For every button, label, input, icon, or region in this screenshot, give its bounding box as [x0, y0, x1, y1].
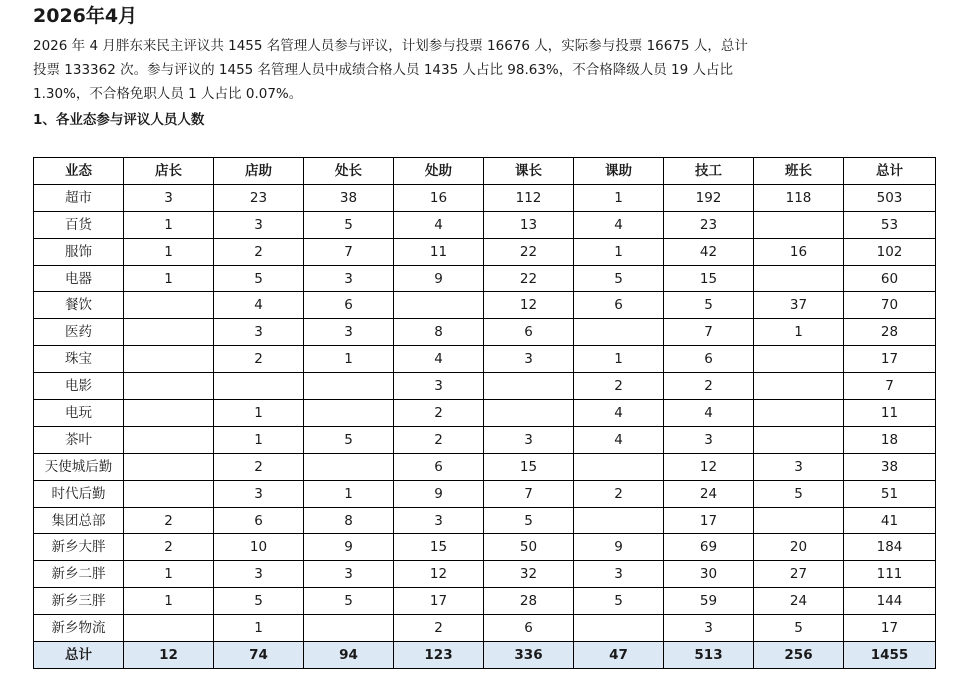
table-row [34, 265, 936, 292]
table-cell: 5 [574, 265, 664, 292]
table-cell: 23 [214, 184, 304, 211]
table-cell: 3 [394, 373, 484, 400]
table-cell: 3 [484, 346, 574, 373]
table-cell [574, 453, 664, 480]
table-cell: 69 [664, 534, 754, 561]
table-cell: 17 [664, 507, 754, 534]
table-cell: 13 [484, 211, 574, 238]
table-cell: 9 [394, 265, 484, 292]
table-cell [124, 426, 214, 453]
table-row [34, 480, 936, 507]
table-cell [124, 453, 214, 480]
row-label-cell: 天使城后勤 [34, 453, 124, 480]
table-cell: 17 [844, 615, 936, 642]
table-cell: 3 [304, 561, 394, 588]
table-row [34, 184, 936, 211]
table-cell: 27 [754, 561, 844, 588]
table-cell: 6 [304, 292, 394, 319]
table-cell: 2 [574, 373, 664, 400]
table-cell: 2 [214, 453, 304, 480]
table-cell: 15 [484, 453, 574, 480]
table-cell: 59 [664, 588, 754, 615]
column-header: 处长 [304, 158, 394, 185]
table-cell [754, 265, 844, 292]
table-cell: 5 [214, 588, 304, 615]
column-header: 班长 [754, 158, 844, 185]
table-header-row [34, 158, 936, 185]
row-label-cell: 百货 [34, 211, 124, 238]
table-cell: 5 [484, 507, 574, 534]
table-cell: 9 [304, 534, 394, 561]
table-row [34, 346, 936, 373]
table-cell: 50 [484, 534, 574, 561]
table-total-row [34, 642, 936, 669]
table-cell: 1 [574, 346, 664, 373]
row-label-cell: 茶叶 [34, 426, 124, 453]
table-cell: 17 [394, 588, 484, 615]
document-title: 2026年4月 [33, 5, 138, 27]
table-cell [484, 373, 574, 400]
table-cell: 2 [394, 615, 484, 642]
table-cell: 6 [484, 319, 574, 346]
table-cell: 3 [214, 319, 304, 346]
table-cell: 5 [754, 480, 844, 507]
table-cell: 70 [844, 292, 936, 319]
table-cell: 38 [844, 453, 936, 480]
table-row [34, 534, 936, 561]
table-cell: 2 [124, 534, 214, 561]
table-cell: 20 [754, 534, 844, 561]
table-cell: 2 [214, 346, 304, 373]
table-cell: 3 [304, 265, 394, 292]
table-cell: 503 [844, 184, 936, 211]
table-cell: 5 [664, 292, 754, 319]
table-cell: 1 [124, 265, 214, 292]
table-row [34, 238, 936, 265]
table-cell: 1 [574, 238, 664, 265]
table-row [34, 319, 936, 346]
table-cell: 1 [214, 426, 304, 453]
table-cell: 7 [484, 480, 574, 507]
table-cell [304, 373, 394, 400]
table-cell: 12 [484, 292, 574, 319]
table-cell: 1 [124, 561, 214, 588]
table-cell: 5 [304, 588, 394, 615]
table-cell [214, 373, 304, 400]
table-cell [754, 507, 844, 534]
column-header: 课助 [574, 158, 664, 185]
column-header: 课长 [484, 158, 574, 185]
table-cell: 10 [214, 534, 304, 561]
table-cell: 41 [844, 507, 936, 534]
table-cell: 6 [394, 453, 484, 480]
table-cell: 144 [844, 588, 936, 615]
table-cell [574, 507, 664, 534]
table-cell: 11 [394, 238, 484, 265]
table-cell: 3 [124, 184, 214, 211]
table-cell [304, 615, 394, 642]
table-row [34, 373, 936, 400]
table-cell: 3 [214, 561, 304, 588]
column-header: 处助 [394, 158, 484, 185]
row-label-cell: 新乡大胖 [34, 534, 124, 561]
table-cell: 3 [484, 426, 574, 453]
column-header: 总计 [844, 158, 936, 185]
table-cell: 4 [214, 292, 304, 319]
total-cell: 513 [664, 642, 754, 669]
table-cell: 15 [664, 265, 754, 292]
table-cell: 16 [754, 238, 844, 265]
table-cell: 9 [394, 480, 484, 507]
total-cell: 47 [574, 642, 664, 669]
table-cell: 3 [754, 453, 844, 480]
table-cell: 12 [394, 561, 484, 588]
table-cell [304, 400, 394, 427]
table-cell: 2 [124, 507, 214, 534]
table-cell: 192 [664, 184, 754, 211]
table-cell: 5 [214, 265, 304, 292]
table-cell: 17 [844, 346, 936, 373]
table-cell: 1 [574, 184, 664, 211]
table-cell: 3 [574, 561, 664, 588]
table-cell: 4 [394, 211, 484, 238]
total-label-cell: 总计 [34, 642, 124, 669]
table-cell: 8 [394, 319, 484, 346]
table-cell: 3 [664, 426, 754, 453]
row-label-cell: 医药 [34, 319, 124, 346]
total-cell: 74 [214, 642, 304, 669]
table-cell: 60 [844, 265, 936, 292]
table-cell: 102 [844, 238, 936, 265]
table-cell: 6 [214, 507, 304, 534]
table-cell [754, 400, 844, 427]
table-cell: 7 [304, 238, 394, 265]
table-cell: 8 [304, 507, 394, 534]
table-cell: 7 [844, 373, 936, 400]
table-cell: 5 [304, 211, 394, 238]
table-cell: 5 [304, 426, 394, 453]
table-cell: 23 [664, 211, 754, 238]
table-cell [484, 400, 574, 427]
table-cell: 3 [214, 211, 304, 238]
table-cell [754, 426, 844, 453]
total-cell: 123 [394, 642, 484, 669]
table-cell: 2 [394, 400, 484, 427]
row-label-cell: 珠宝 [34, 346, 124, 373]
table-cell: 18 [844, 426, 936, 453]
table-cell: 1 [214, 615, 304, 642]
table-cell [394, 292, 484, 319]
table-cell: 1 [124, 238, 214, 265]
table-cell: 2 [574, 480, 664, 507]
table-row [34, 400, 936, 427]
table-row [34, 211, 936, 238]
table-cell: 24 [754, 588, 844, 615]
table-cell: 12 [664, 453, 754, 480]
table-cell: 3 [214, 480, 304, 507]
table-cell [754, 346, 844, 373]
row-label-cell: 电玩 [34, 400, 124, 427]
section-heading: 1、各业态参与评议人员人数 [33, 112, 205, 128]
table-cell: 6 [664, 346, 754, 373]
total-cell: 12 [124, 642, 214, 669]
table-cell: 9 [574, 534, 664, 561]
table-cell: 22 [484, 238, 574, 265]
table-cell: 28 [484, 588, 574, 615]
column-header: 业态 [34, 158, 124, 185]
table-cell: 15 [394, 534, 484, 561]
table-cell: 4 [574, 400, 664, 427]
table-cell: 1 [754, 319, 844, 346]
table-cell [574, 615, 664, 642]
table-cell [124, 373, 214, 400]
table-cell [754, 211, 844, 238]
row-label-cell: 集团总部 [34, 507, 124, 534]
table-cell: 1 [214, 400, 304, 427]
table-cell: 2 [214, 238, 304, 265]
table-row [34, 588, 936, 615]
table-row [34, 292, 936, 319]
table-cell: 3 [664, 615, 754, 642]
row-label-cell: 新乡物流 [34, 615, 124, 642]
table-cell: 22 [484, 265, 574, 292]
row-label-cell: 电影 [34, 373, 124, 400]
row-label-cell: 新乡三胖 [34, 588, 124, 615]
table-cell [574, 319, 664, 346]
table-cell: 16 [394, 184, 484, 211]
table-cell: 184 [844, 534, 936, 561]
table-cell [124, 480, 214, 507]
table-cell: 1 [304, 480, 394, 507]
row-label-cell: 时代后勤 [34, 480, 124, 507]
staff-count-table [33, 157, 936, 669]
total-cell: 336 [484, 642, 574, 669]
table-cell: 112 [484, 184, 574, 211]
table-cell: 42 [664, 238, 754, 265]
column-header: 店助 [214, 158, 304, 185]
row-label-cell: 餐饮 [34, 292, 124, 319]
table-cell: 24 [664, 480, 754, 507]
table-cell: 30 [664, 561, 754, 588]
row-label-cell: 电器 [34, 265, 124, 292]
table-row [34, 615, 936, 642]
table-cell: 4 [664, 400, 754, 427]
table-row [34, 561, 936, 588]
table-cell: 1 [124, 211, 214, 238]
summary-paragraph: 2026 年 4 月胖东来民主评议共 1455 名管理人员参与评议，计划参与投票 16676 人，实际参与投票 16675 人，总计投票 133362 次。参与评议的 1455 名管理人员中成绩合格人员 1435 人占比 98.63%，不合格降级人员 19 人占比 1.30%，不合格免职人员 1 人占比 0.07%。 [33, 38, 748, 102]
column-header: 店长 [124, 158, 214, 185]
table-cell: 4 [574, 426, 664, 453]
table-cell: 3 [304, 319, 394, 346]
table-cell: 11 [844, 400, 936, 427]
table-cell: 6 [574, 292, 664, 319]
table-cell [124, 346, 214, 373]
table-cell [124, 400, 214, 427]
table-cell: 7 [664, 319, 754, 346]
column-header: 技工 [664, 158, 754, 185]
table-row [34, 507, 936, 534]
table-cell: 3 [394, 507, 484, 534]
table-cell [124, 615, 214, 642]
table-cell: 1 [124, 588, 214, 615]
table-cell: 4 [394, 346, 484, 373]
table-cell: 6 [484, 615, 574, 642]
row-label-cell: 超市 [34, 184, 124, 211]
total-cell: 94 [304, 642, 394, 669]
table-cell: 5 [754, 615, 844, 642]
table-cell: 118 [754, 184, 844, 211]
table-cell [124, 292, 214, 319]
table-cell: 53 [844, 211, 936, 238]
total-cell: 1455 [844, 642, 936, 669]
table-cell: 5 [574, 588, 664, 615]
table-cell: 32 [484, 561, 574, 588]
total-cell: 256 [754, 642, 844, 669]
table-row [34, 426, 936, 453]
table-cell: 111 [844, 561, 936, 588]
row-label-cell: 新乡二胖 [34, 561, 124, 588]
table-cell: 4 [574, 211, 664, 238]
table-cell: 37 [754, 292, 844, 319]
table-cell: 28 [844, 319, 936, 346]
table-cell: 51 [844, 480, 936, 507]
table-row [34, 453, 936, 480]
table-cell: 1 [304, 346, 394, 373]
table-cell: 2 [664, 373, 754, 400]
table-cell [754, 373, 844, 400]
row-label-cell: 服饰 [34, 238, 124, 265]
table-cell: 2 [394, 426, 484, 453]
table-cell [304, 453, 394, 480]
table-cell: 38 [304, 184, 394, 211]
table-cell [124, 319, 214, 346]
